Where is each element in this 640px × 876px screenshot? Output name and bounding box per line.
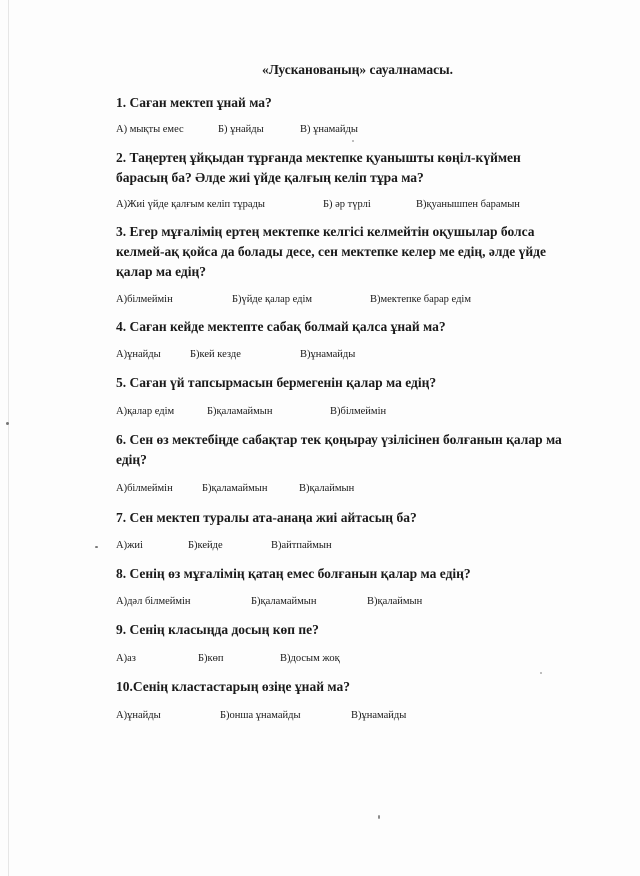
question-line: барасың ба? Әлде жиі үйде қалғың келіп тұра ма? [116,170,424,185]
answer-option-b: Б)қаламаймын [207,406,273,417]
answer-option-c: В)досым жоқ [280,653,340,664]
answer-option-b: Б)қаламаймын [202,483,268,494]
question-3 [116,222,546,282]
answer-option-b: Б)онша ұнамайды [220,710,301,721]
question-line: 9. Сенің класыңда досың көп пе? [116,622,319,637]
question-line: 10.Сенің кластастарың өзіңе ұнай ма? [116,679,350,694]
answers-4 [116,348,596,362]
question-line: 1. Саған мектеп ұнай ма? [116,95,272,110]
question-line: 2. Таңертең ұйқыдан тұрғанда мектепке қуанышты көңіл-күймен [116,150,521,165]
answer-option-b: Б)үйде қалар едім [232,294,313,305]
question-1 [116,93,516,113]
answer-option-b: Б)қаламаймын [251,596,317,607]
answers-9 [116,652,596,666]
answer-option-a: А)ұнайды [116,710,161,721]
answer-option-a: А)Жиі үйде қалғым келіп тұрады [116,199,265,210]
question-4 [116,317,516,337]
answers-7 [116,539,596,553]
answer-option-c: В)қуанышпен барамын [416,199,520,210]
answer-option-a: А)ұнайды [116,349,161,360]
question-line: 4. Саған кейде мектепте сабақ болмай қалса ұнай ма? [116,319,446,334]
question-5 [116,373,516,393]
question-8 [116,564,516,584]
answers-3 [116,293,596,307]
answers-5 [116,405,596,419]
answer-option-a: А)дәл білмеймін [116,596,191,607]
answer-option-a: А)жиі [116,540,143,551]
answer-option-a: А)қалар едім [116,406,175,417]
answer-option-c: В)мектепке барар едім [370,294,471,305]
answer-option-c: В)білмеймін [330,406,387,417]
scan-speck [95,546,98,548]
question-9 [116,620,516,640]
question-line: 6. Сен өз мектебіңде сабақтар тек қоңырау үзілісінен болғанын қалар ма [116,432,562,447]
answer-option-b: Б)кейде [188,540,223,551]
answer-option-c: В)қалаймын [367,596,423,607]
answer-option-a: А)білмеймін [116,294,173,305]
answer-option-a: А)аз [116,653,136,664]
answer-option-b: Б)кей кезде [190,349,241,360]
answer-option-b: Б)көп [198,653,224,664]
question-line: 5. Саған үй тапсырмасын бермегенін қалар ма едің? [116,375,437,390]
answer-option-a: А)білмеймін [116,483,173,494]
answers-6 [116,482,596,496]
answers-10 [116,709,596,723]
answers-8 [116,595,596,609]
question-line: 7. Сен мектеп туралы ата-анаңа жиі айтасың ба? [116,510,417,525]
question-line: 3. Егер мұғалімің ертең мектепке келгісі келмейтін оқушылар болса [116,224,535,239]
answer-option-a: А) мықты емес [116,124,184,135]
scan-speck [378,815,380,819]
question-7 [116,508,516,528]
scan-speck [352,140,354,142]
scan-edge-line [8,0,9,876]
answers-1 [116,123,596,137]
question-line: 8. Сенің өз мұғалімің қатаң емес болғанын қалар ма едің? [116,566,471,581]
scan-speck [6,422,9,425]
answer-option-c: В) ұнамайды [300,124,358,135]
answer-option-b: Б) ұнайды [218,124,264,135]
answer-option-b: Б) әр түрлі [323,199,371,210]
scan-speck [540,672,542,674]
question-6 [116,430,562,470]
question-2 [116,148,521,188]
answer-option-c: В)айтпаймын [271,540,332,551]
question-line: қалар ма едің? [116,264,207,279]
answers-2 [116,198,596,212]
question-line: келмей-ақ қойса да болады десе, сен мектепке келер ме едің, әлде үйде [116,244,546,259]
question-10 [116,677,516,697]
answer-option-c: В)ұнамайды [351,710,407,721]
answer-option-c: В)ұнамайды [300,349,356,360]
question-line: едің? [116,452,147,467]
survey-title: «Лусканованың» сауалнамасы. [261,62,454,77]
answer-option-c: В)қалаймын [299,483,355,494]
